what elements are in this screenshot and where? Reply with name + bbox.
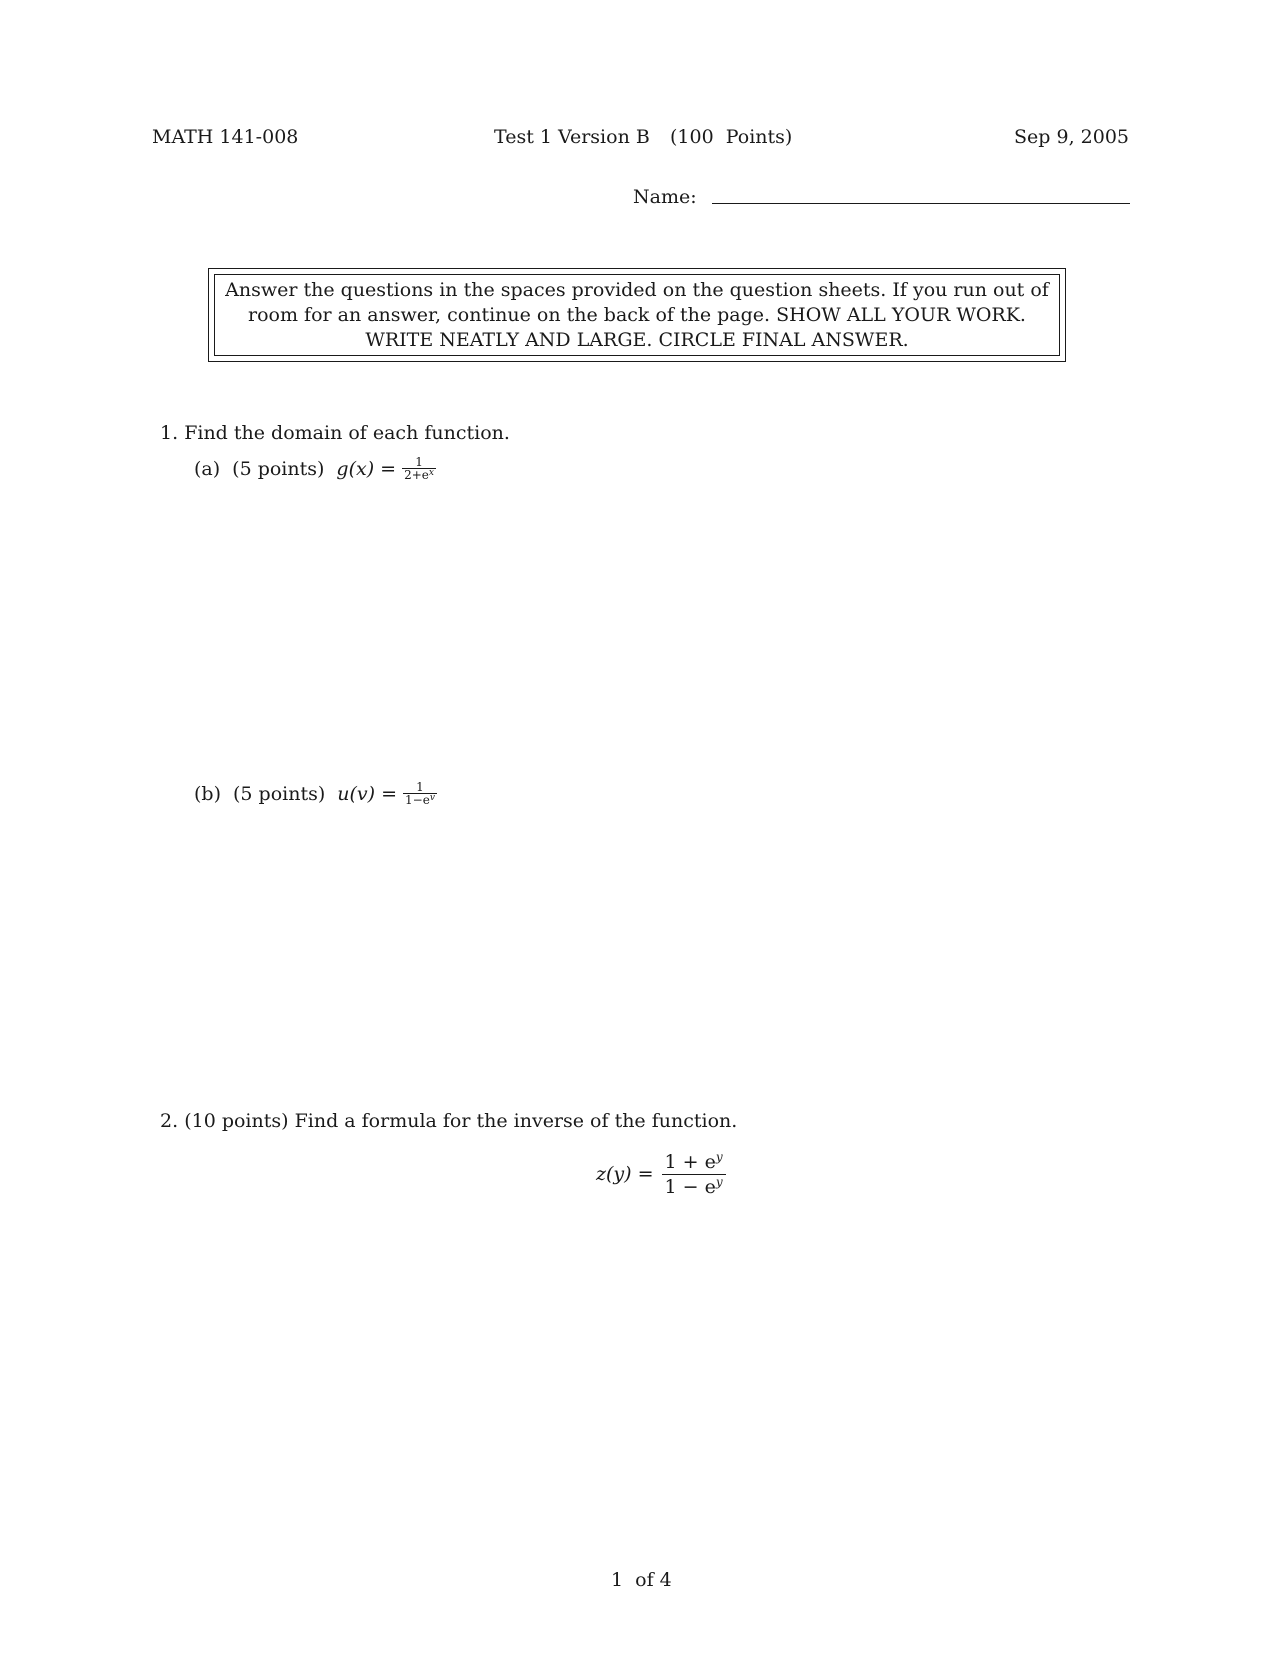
- page-number: 1 of 4: [611, 1569, 672, 1591]
- question-1b-lhs: u(v) =: [337, 782, 398, 805]
- question-2-equation: [596, 1150, 726, 1199]
- test-date: Sep 9, 2005: [1014, 126, 1129, 148]
- test-total-points: (100 Points): [670, 126, 793, 148]
- question-2-points: (10 points): [184, 1110, 289, 1132]
- instructions-line-2: room for an answer, continue on the back of the page. SHOW ALL YOUR WORK.: [248, 303, 1026, 326]
- question-1b-points: (5 points): [233, 782, 326, 805]
- name-label: Name:: [633, 186, 697, 208]
- question-2-num-base: 1 + e: [664, 1151, 716, 1173]
- name-blank-line[interactable]: [712, 203, 1130, 204]
- question-2-number: 2.: [160, 1110, 179, 1132]
- question-1a-den-exponent: x: [428, 468, 434, 478]
- question-1: [160, 424, 510, 443]
- question-1a-den-base: 2+e: [404, 468, 429, 482]
- question-1a-lhs: g(x) =: [336, 457, 397, 480]
- question-1b-fraction: [403, 781, 437, 807]
- question-2-fraction: [662, 1150, 726, 1199]
- question-1a-denominator: [402, 468, 436, 482]
- question-2-denominator: [662, 1174, 726, 1199]
- question-1b-den-base: 1−e: [405, 793, 430, 807]
- question-1a-numerator: 1: [415, 455, 423, 469]
- question-1a: [194, 456, 436, 482]
- course-code: MATH 141-008: [152, 126, 299, 148]
- instructions-line-1: Answer the questions in the spaces provided on the question sheets. If you run out of: [225, 278, 1049, 301]
- question-1b-label: (b): [194, 782, 221, 805]
- question-1b: [194, 781, 437, 807]
- question-2-den-exponent: y: [715, 1175, 723, 1189]
- question-1-number: 1.: [160, 422, 179, 444]
- question-1b-numerator: 1: [416, 780, 424, 794]
- question-1a-fraction: [402, 456, 436, 482]
- instructions-line-3: WRITE NEATLY AND LARGE. CIRCLE FINAL ANSWER.: [365, 328, 909, 351]
- question-2-num-exponent: y: [715, 1150, 723, 1164]
- question-2: [160, 1112, 737, 1131]
- question-2-numerator: [662, 1150, 726, 1174]
- question-1a-label: (a): [194, 457, 221, 480]
- question-2-den-base: 1 − e: [664, 1176, 716, 1198]
- question-2-prompt: Find a formula for the inverse of the function.: [294, 1110, 738, 1132]
- test-title: Test 1 Version B: [494, 126, 650, 148]
- question-2-lhs: z(y) =: [596, 1163, 654, 1185]
- instructions-inner-frame: [214, 274, 1060, 356]
- question-1b-denominator: [403, 793, 437, 807]
- instructions-box: [208, 268, 1066, 362]
- question-1a-points: (5 points): [232, 457, 325, 480]
- question-1b-den-exponent: v: [429, 793, 435, 803]
- question-1-prompt: Find the domain of each function.: [184, 422, 510, 444]
